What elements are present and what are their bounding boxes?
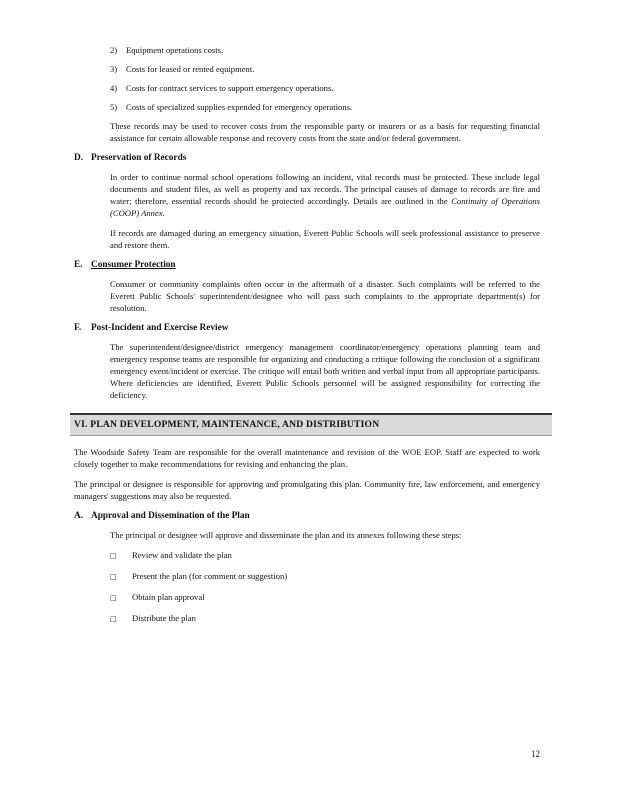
- steps-list: [74, 549, 540, 625]
- checkbox-bullet-icon: □: [110, 552, 117, 560]
- records-use-paragraph: These records may be used to recover costs from the responsible party or insurers or as a basis for requesting financial assistance for certain allowable response and recovery costs from the state and/or federal government.: [110, 121, 540, 143]
- section-a-heading: A. Approval and Dissemination of the Plan: [74, 511, 250, 521]
- list-item: □ Present the plan (for comment or suggestion): [110, 571, 288, 581]
- list-item: 2) Equipment operations costs.: [110, 45, 224, 55]
- section-vi-heading: VI. PLAN DEVELOPMENT, MAINTENANCE, AND DISTRIBUTION: [70, 413, 552, 436]
- list-item: 3) Costs for leased or rented equipment.: [110, 64, 255, 74]
- damaged-records-paragraph: If records are damaged during an emergency situation, Everett Public Schools will seek professional assistance to preserve and restore them.: [110, 228, 540, 250]
- approval-steps-paragraph: The principal or designee will approve and disseminate the plan and its annexes following these steps:: [110, 530, 462, 540]
- list-item: □ Review and validate the plan: [110, 550, 232, 560]
- cost-list: [74, 44, 540, 113]
- section-d-heading: D. Preservation of Records: [74, 153, 187, 163]
- section-e-heading: E. Consumer Protection: [74, 260, 176, 270]
- maintenance-paragraph: The Woodside Safety Team are responsible for the overall maintenance and revision of the WOE EOP. Staff are expected to work closely together to make recommendations for revising and enhancing the plan.: [74, 447, 540, 469]
- checkbox-bullet-icon: □: [110, 615, 117, 623]
- list-item: 5) Costs of specialized supplies expended for emergency operations.: [110, 102, 353, 112]
- preservation-paragraph: In order to continue normal school operations following an incident, vital records must be protected. These include legal documents and student files, as well as property and tax records. The principal causes of damage to records are fire and water; therefore, essential records should be protected accordingly. Details are outlined in the Continuity of Operations (COOP) Annex.: [110, 172, 541, 218]
- list-item: 4) Costs for contract services to support emergency operations.: [110, 83, 334, 93]
- page-number: 12: [531, 749, 540, 759]
- checkbox-bullet-icon: □: [110, 594, 117, 602]
- coop-annex-reference: Continuity of Operations (COOP) Annex: [110, 196, 541, 218]
- approval-responsibility-paragraph: The principal or designee is responsible for approving and promulgating this plan. Community fire, law enforcement, and emergency managers' suggestions may also be requested.: [74, 479, 540, 501]
- section-f-heading: F. Post-Incident and Exercise Review: [74, 323, 229, 333]
- checkbox-bullet-icon: □: [110, 573, 117, 581]
- review-paragraph: The superintendent/designee/district emergency management coordinator/emergency operations planning team and emergency response teams are responsible for organizing and conducting a critique following the conclusion of a significant emergency event/incident or exercise. The critique will entail both written and verbal input from all appropriate participants. Where deficiencies are identified, Everett Public Schools personnel will be assigned responsibility for correcting the deficiency.: [110, 342, 540, 400]
- list-item: □ Obtain plan approval: [110, 592, 205, 602]
- consumer-protection-paragraph: Consumer or community complaints often occur in the aftermath of a disaster. Such complaints will be referred to the Everett Public Schools' superintendent/designee who will pass such complaints to the appropriate department(s) for resolution.: [110, 279, 540, 313]
- list-item: □ Distribute the plan: [110, 613, 196, 623]
